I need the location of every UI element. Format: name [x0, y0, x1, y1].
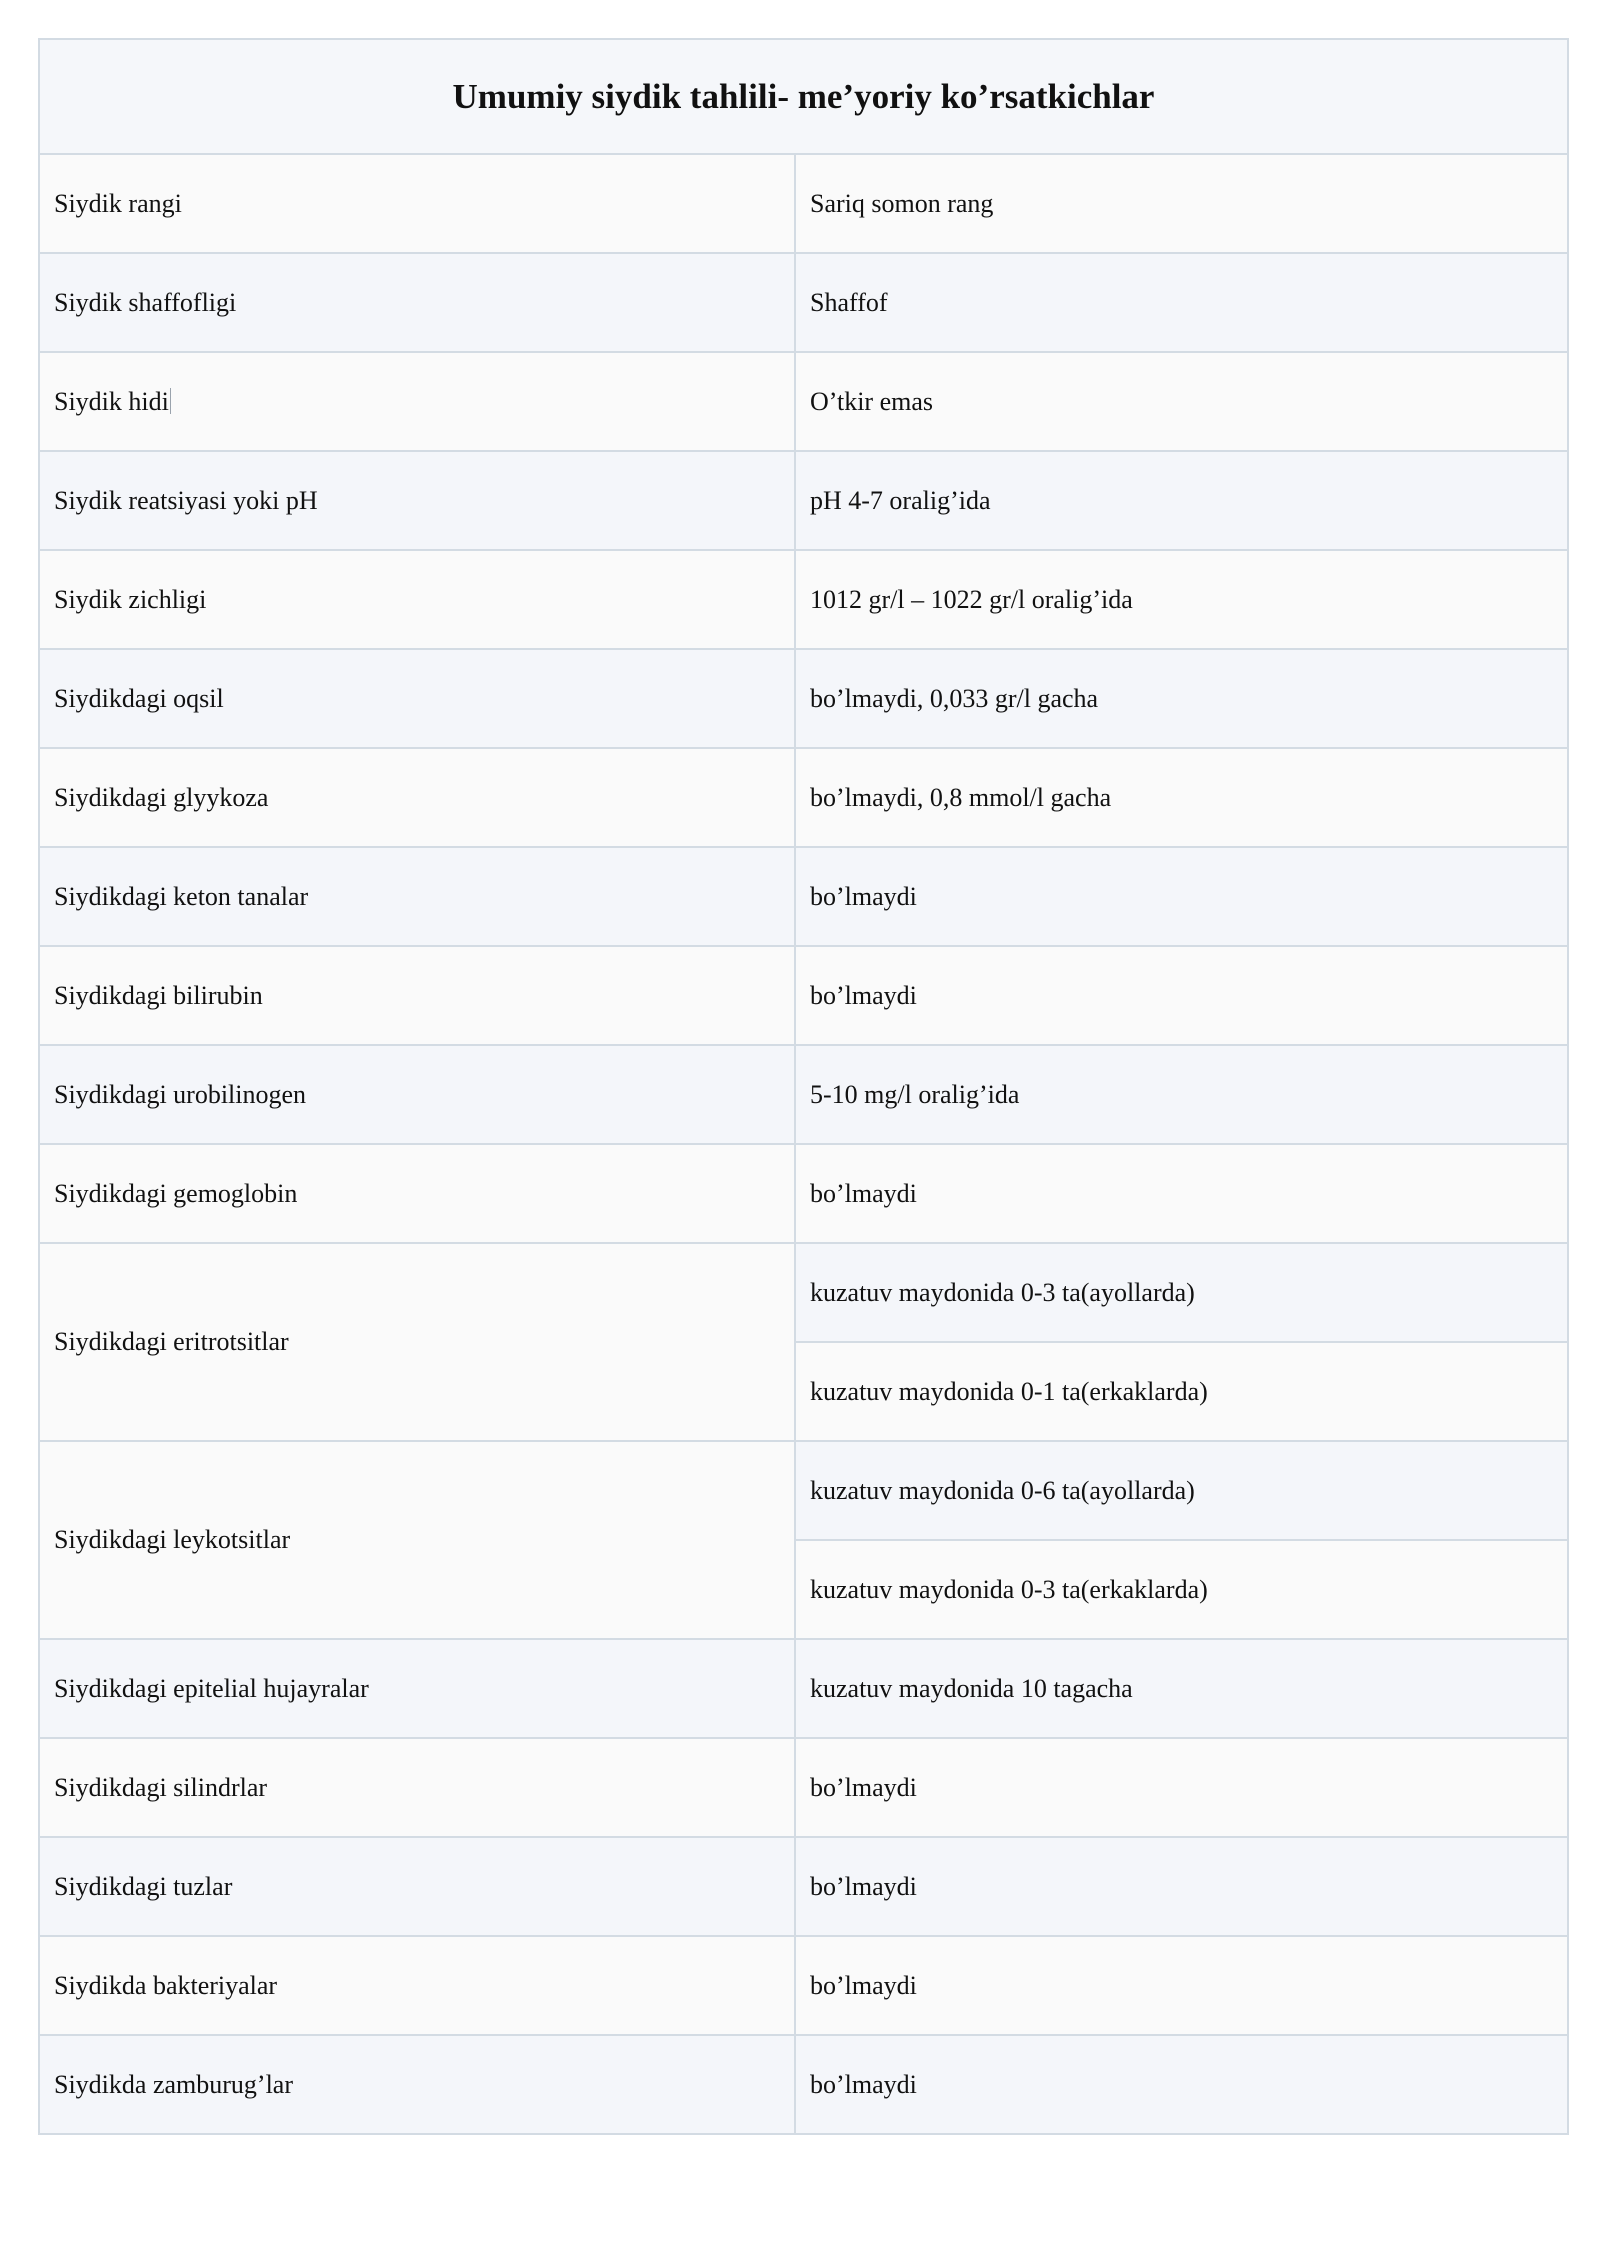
parameter-label: Siydikda zamburug’lar	[54, 2069, 293, 2099]
parameter-cell	[39, 1441, 795, 1639]
table-row	[39, 1936, 1568, 2035]
table-title: Umumiy siydik tahlili- me’yoriy ko’rsatkichlar	[39, 39, 1568, 154]
parameter-cell	[39, 2035, 795, 2134]
parameter-cell	[39, 1639, 795, 1738]
parameter-label: Siydik hidi	[54, 386, 169, 416]
parameter-label: Siydikdagi glyykoza	[54, 782, 269, 812]
table-row	[39, 1144, 1568, 1243]
value-cell: bo’lmaydi, 0,033 gr/l gacha	[795, 649, 1568, 748]
parameter-label: Siydik zichligi	[54, 584, 207, 614]
value-cell: bo’lmaydi	[795, 1738, 1568, 1837]
parameter-cell	[39, 1243, 795, 1441]
value-cell: kuzatuv maydonida 0-3 ta(erkaklarda)	[795, 1540, 1568, 1639]
value-cell: kuzatuv maydonida 10 tagacha	[795, 1639, 1568, 1738]
parameter-label: Siydikdagi bilirubin	[54, 980, 263, 1010]
parameter-cell	[39, 946, 795, 1045]
value-cell: kuzatuv maydonida 0-1 ta(erkaklarda)	[795, 1342, 1568, 1441]
value-cell: kuzatuv maydonida 0-6 ta(ayollarda)	[795, 1441, 1568, 1540]
value-cell: pH 4-7 oralig’ida	[795, 451, 1568, 550]
parameter-label: Siydikdagi gemoglobin	[54, 1178, 298, 1208]
value-cell: bo’lmaydi	[795, 847, 1568, 946]
table-title-row	[39, 39, 1568, 154]
parameter-cell	[39, 352, 795, 451]
value-cell: 5-10 mg/l oralig’ida	[795, 1045, 1568, 1144]
parameter-cell	[39, 748, 795, 847]
parameter-label: Siydik shaffofligi	[54, 287, 237, 317]
parameter-cell	[39, 1738, 795, 1837]
parameter-cell	[39, 1045, 795, 1144]
table-row	[39, 847, 1568, 946]
parameter-cell	[39, 451, 795, 550]
value-cell: kuzatuv maydonida 0-3 ta(ayollarda)	[795, 1243, 1568, 1342]
table-row	[39, 748, 1568, 847]
parameter-label: Siydikdagi tuzlar	[54, 1871, 233, 1901]
value-cell: bo’lmaydi, 0,8 mmol/l gacha	[795, 748, 1568, 847]
table-row	[39, 154, 1568, 253]
table-row	[39, 1243, 1568, 1342]
table-row	[39, 1639, 1568, 1738]
parameter-cell	[39, 550, 795, 649]
parameter-cell	[39, 1837, 795, 1936]
table-body	[39, 154, 1568, 2134]
parameter-label: Siydikdagi leykotsitlar	[54, 1525, 291, 1554]
value-cell: bo’lmaydi	[795, 1837, 1568, 1936]
parameter-cell	[39, 253, 795, 352]
parameter-label: Siydikdagi silindrlar	[54, 1772, 268, 1802]
parameter-cell	[39, 1144, 795, 1243]
parameter-label: Siydikda bakteriyalar	[54, 1970, 278, 2000]
reference-values-table	[38, 38, 1569, 2135]
value-cell: O’tkir emas	[795, 352, 1568, 451]
table-row	[39, 649, 1568, 748]
table-row	[39, 352, 1568, 451]
value-cell: Sariq somon rang	[795, 154, 1568, 253]
parameter-label: Siydik rangi	[54, 188, 182, 218]
table-row	[39, 1837, 1568, 1936]
parameter-label: Siydikdagi epitelial hujayralar	[54, 1673, 369, 1703]
table-row	[39, 946, 1568, 1045]
parameter-cell	[39, 1936, 795, 2035]
table-row	[39, 550, 1568, 649]
parameter-cell	[39, 649, 795, 748]
value-cell: bo’lmaydi	[795, 1936, 1568, 2035]
value-cell: bo’lmaydi	[795, 1144, 1568, 1243]
value-cell: Shaffof	[795, 253, 1568, 352]
table-row	[39, 1045, 1568, 1144]
parameter-label: Siydik reatsiyasi yoki pH	[54, 485, 318, 515]
parameter-label: Siydikdagi urobilinogen	[54, 1079, 307, 1109]
value-cell: 1012 gr/l – 1022 gr/l oralig’ida	[795, 550, 1568, 649]
text-cursor-icon	[170, 388, 171, 414]
table-row	[39, 253, 1568, 352]
value-cell: bo’lmaydi	[795, 2035, 1568, 2134]
table-row	[39, 1441, 1568, 1540]
parameter-label: Siydikdagi keton tanalar	[54, 881, 309, 911]
table-row	[39, 1738, 1568, 1837]
table-row	[39, 2035, 1568, 2134]
parameter-label: Siydikdagi oqsil	[54, 683, 224, 713]
parameter-cell	[39, 154, 795, 253]
parameter-cell	[39, 847, 795, 946]
parameter-label: Siydikdagi eritrotsitlar	[54, 1327, 289, 1356]
table-row	[39, 451, 1568, 550]
value-cell: bo’lmaydi	[795, 946, 1568, 1045]
